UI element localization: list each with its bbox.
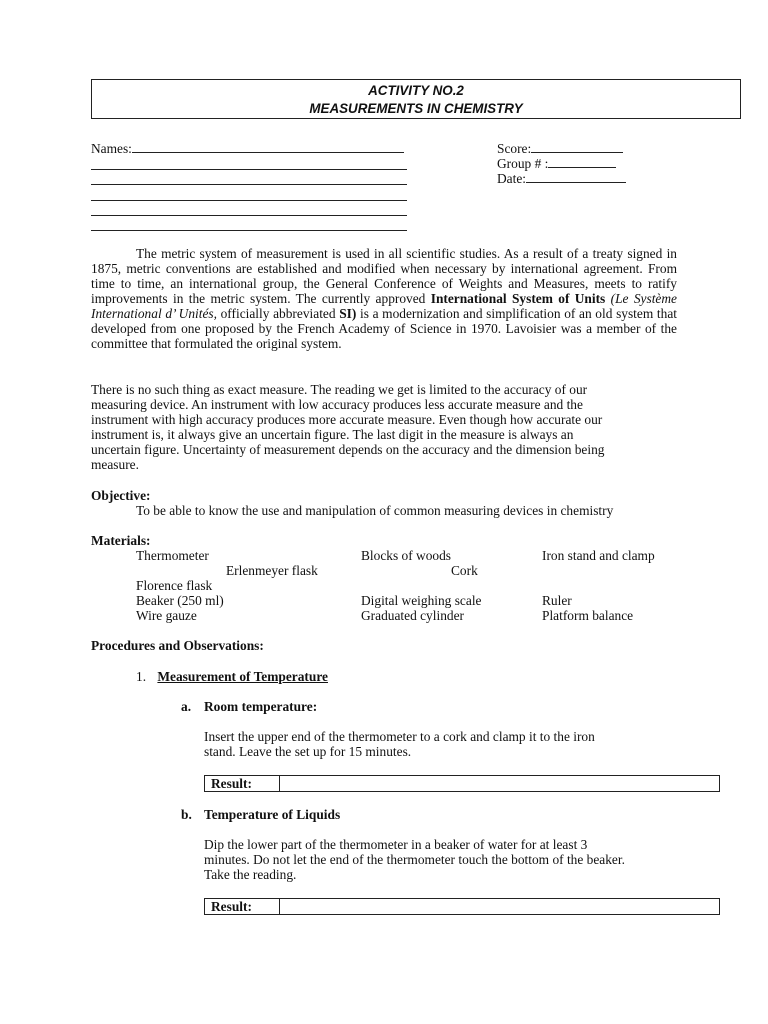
intro-p1-text: The metric system of measurement is used in all scientific studies. As a result of a treaty signed in 1875, metric conventions are established and modified when necessary by international agreement. From time to time, an international group, the General Conference of Weights and Measures, meets to ratify improvements in the metric system. The currently approved (91, 246, 677, 306)
group-label: Group # : (497, 156, 549, 171)
names-field-4[interactable] (91, 200, 407, 201)
group-field[interactable] (548, 156, 616, 168)
result-label-b: Result: (205, 899, 280, 914)
names-field-2[interactable] (91, 169, 407, 170)
materials-heading: Materials: (91, 533, 151, 548)
material-florence: Florence flask (136, 578, 213, 593)
names-field-6[interactable] (91, 230, 407, 231)
material-beaker: Beaker (250 ml) (136, 593, 224, 608)
activity-number: ACTIVITY NO.2 (368, 83, 464, 98)
objective-text: To be able to know the use and manipulation of common measuring devices in chemistry (136, 503, 614, 518)
names-label: Names: (91, 141, 132, 156)
intro-p2-line: uncertain figure. Uncertainty of measurement depends on the accuracy and the dimension being (91, 442, 605, 457)
material-cylinder: Graduated cylinder (361, 608, 464, 623)
step-a-title: Room temperature: (204, 699, 318, 714)
step-a-label: a. (181, 699, 192, 714)
names-field-5[interactable] (91, 215, 407, 216)
procedure-item-1-title: Measurement of Temperature (157, 669, 328, 684)
names-field-1[interactable] (132, 141, 404, 153)
material-ruler: Ruler (542, 593, 572, 608)
intro-p2-line: measuring device. An instrument with low accuracy produces less accurate measure and the (91, 397, 583, 412)
date-label: Date: (497, 171, 526, 186)
result-field-a[interactable] (280, 776, 719, 791)
result-box-b (204, 898, 720, 915)
activity-title: MEASUREMENTS IN CHEMISTRY (309, 101, 523, 116)
date-row (497, 171, 626, 186)
intro-p1-end: is a modernization and simplification of an old system that developed from one proposed by the French Academy of Science in 1970. Lavoisier was a member of the committee that formulated the original system. (91, 306, 677, 351)
intro-p2-line: measure. (91, 457, 139, 472)
material-erlenmeyer: Erlenmeyer flask (226, 563, 318, 578)
material-gauze: Wire gauze (136, 608, 197, 623)
date-field[interactable] (526, 171, 626, 183)
procedures-heading: Procedures and Observations: (91, 638, 264, 653)
names-row (91, 141, 404, 156)
material-iron-stand: Iron stand and clamp (542, 548, 655, 563)
material-scale: Digital weighing scale (361, 593, 482, 608)
group-row (497, 156, 616, 171)
intro-si-abbrev: SI) (339, 306, 357, 321)
material-cork: Cork (451, 563, 478, 578)
intro-paragraph-1 (91, 246, 677, 351)
intro-si-name: International System of Units (430, 291, 606, 306)
step-b-line: Dip the lower part of the thermometer in a beaker of water for at least 3 (204, 837, 588, 852)
step-b-title: Temperature of Liquids (204, 807, 341, 822)
intro-p2-line: instrument with high accuracy produces more accurate measure. Even though how accurate our (91, 412, 603, 427)
step-b-line: minutes. Do not let the end of the thermometer touch the bottom of the beaker. (204, 852, 625, 867)
activity-title-box (91, 79, 741, 119)
intro-p1-mid: officially abbreviated (216, 306, 340, 321)
result-box-a (204, 775, 720, 792)
step-a-instructions (204, 729, 595, 759)
score-row (497, 141, 623, 156)
intro-p2-line: instrument is, it always give an uncertain figure. The last digit in the measure is always an (91, 427, 574, 442)
material-blocks: Blocks of woods (361, 548, 452, 563)
score-label: Score: (497, 141, 532, 156)
procedure-item-1-number: 1. (136, 669, 147, 684)
names-field-3[interactable] (91, 184, 407, 185)
procedure-item-1 (136, 669, 328, 684)
intro-si-french: (Le Système International d’ Unités, (91, 291, 677, 321)
objective-heading: Objective: (91, 488, 151, 503)
result-label-a: Result: (205, 776, 280, 791)
step-a-line: Insert the upper end of the thermometer to a cork and clamp it to the iron (204, 729, 595, 744)
step-b-instructions (204, 837, 625, 882)
material-balance: Platform balance (542, 608, 634, 623)
intro-p2-line: There is no such thing as exact measure. The reading we get is limited to the accuracy of our (91, 382, 588, 397)
step-b-line: Take the reading. (204, 867, 297, 882)
score-field[interactable] (531, 141, 623, 153)
step-b-label: b. (181, 807, 192, 822)
material-thermometer: Thermometer (136, 548, 209, 563)
result-field-b[interactable] (280, 899, 719, 914)
step-a-line: stand. Leave the set up for 15 minutes. (204, 744, 412, 759)
intro-paragraph-2 (91, 382, 677, 472)
